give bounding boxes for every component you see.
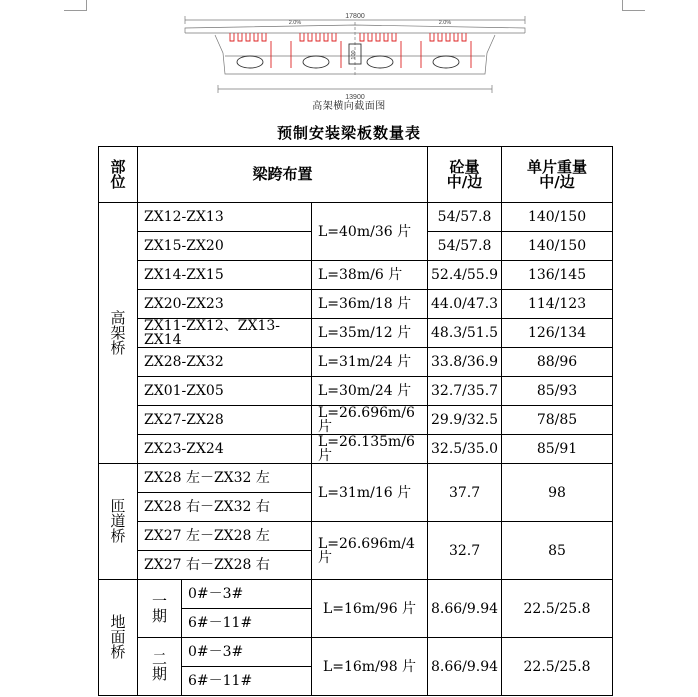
header-layout: 梁跨布置 — [138, 147, 428, 203]
header-section-char: 位 — [110, 172, 126, 191]
phase-label — [138, 580, 182, 638]
concrete-cell: 54/57.8 — [428, 232, 502, 261]
phase-label-char: 期 — [151, 606, 167, 625]
header-weight-line: 单片重量 — [527, 157, 588, 176]
phase-label-char: 期 — [151, 664, 167, 683]
bridge-cross-section-figure — [175, 8, 535, 108]
header-weight — [502, 147, 613, 203]
table-header-row — [99, 147, 613, 203]
table-row — [99, 406, 613, 435]
table-row — [99, 464, 613, 493]
group-label-ramp-bridge — [99, 464, 138, 580]
table-row — [99, 261, 613, 290]
spec-cell: L=38m/6 片 — [312, 261, 428, 290]
spec-cell: L=35m/12 片 — [312, 319, 428, 348]
span-cell: ZX20-ZX23 — [138, 290, 312, 319]
span-cell: ZX01-ZX05 — [138, 377, 312, 406]
table-row — [99, 435, 613, 464]
span-cell: ZX11-ZX12、ZX13-ZX14 — [138, 319, 312, 348]
beam-quantity-table — [98, 146, 613, 696]
weight-cell: 85 — [502, 522, 613, 580]
span-cell: ZX23-ZX24 — [138, 435, 312, 464]
spec-cell: L=16m/96 片 — [312, 580, 428, 638]
group-label-elevated-bridge — [99, 203, 138, 464]
header-concrete-line: 中/边 — [446, 172, 483, 191]
weight-cell: 136/145 — [502, 261, 613, 290]
header-section — [99, 147, 138, 203]
spec-cell: L=40m/36 片 — [312, 203, 428, 261]
group-label-char: 道 — [110, 512, 126, 530]
group-label-ground-bridge — [99, 580, 138, 696]
span-cell: ZX28 左－ZX32 左 — [138, 464, 312, 493]
span-cell: ZX28-ZX32 — [138, 348, 312, 377]
figure-caption: 高架横向截面图 — [312, 101, 386, 112]
spec-cell: L=26.696m/6 片 — [312, 406, 428, 435]
span-cell: ZX15-ZX20 — [138, 232, 312, 261]
table-row — [99, 319, 613, 348]
phase-label — [138, 638, 182, 696]
weight-cell: 126/134 — [502, 319, 613, 348]
spec-cell: L=26.135m/6 片 — [312, 435, 428, 464]
concrete-cell: 37.7 — [428, 464, 502, 522]
table-row — [99, 580, 613, 609]
spec-cell: L=16m/98 片 — [312, 638, 428, 696]
table-row — [99, 290, 613, 319]
header-section-char: 部 — [110, 157, 126, 176]
concrete-cell: 33.8/36.9 — [428, 348, 502, 377]
span-cell: ZX27-ZX28 — [138, 406, 312, 435]
dim-bottom-label: 13900 — [345, 94, 365, 101]
center-mark-label: 100 — [351, 50, 357, 60]
group-label-char: 匝 — [110, 497, 126, 515]
phase-label-char: 二 — [151, 649, 167, 668]
table-row — [99, 522, 613, 551]
slope-right-label: 2.0% — [438, 20, 452, 26]
header-weight-line: 中/边 — [539, 172, 575, 191]
group-label-char: 桥 — [110, 338, 126, 357]
concrete-cell: 32.7/35.7 — [428, 377, 502, 406]
concrete-cell: 8.66/9.94 — [428, 580, 502, 638]
weight-cell: 22.5/25.8 — [502, 580, 613, 638]
weight-cell: 22.5/25.8 — [502, 638, 613, 696]
corner-mark-top-right — [622, 0, 645, 11]
weight-cell: 140/150 — [502, 203, 613, 232]
weight-cell: 114/123 — [502, 290, 613, 319]
concrete-cell: 52.4/55.9 — [428, 261, 502, 290]
header-concrete-line: 砼量 — [449, 157, 480, 176]
table-row — [99, 203, 613, 232]
span-cell: ZX27 右－ZX28 右 — [138, 551, 312, 580]
spec-cell: L=26.696m/4 片 — [312, 522, 428, 580]
span-cell: ZX14-ZX15 — [138, 261, 312, 290]
concrete-cell: 32.7 — [428, 522, 502, 580]
pier-cell: 6#－11# — [182, 609, 312, 638]
group-label-char: 桥 — [110, 643, 126, 661]
table-title: 预制安装梁板数量表 — [276, 124, 421, 142]
group-label-char: 桥 — [110, 527, 126, 545]
weight-cell: 78/85 — [502, 406, 613, 435]
weight-cell: 98 — [502, 464, 613, 522]
group-label-char: 地 — [110, 613, 126, 631]
spec-cell: L=31m/24 片 — [312, 348, 428, 377]
table-row — [99, 638, 613, 667]
group-label-char: 架 — [110, 323, 126, 342]
span-cell: ZX28 右－ZX32 右 — [138, 493, 312, 522]
span-cell: ZX12-ZX13 — [138, 203, 312, 232]
corner-mark-top-left — [64, 0, 87, 11]
header-concrete — [428, 147, 502, 203]
concrete-cell: 48.3/51.5 — [428, 319, 502, 348]
spec-cell: L=36m/18 片 — [312, 290, 428, 319]
table-row — [99, 377, 613, 406]
dim-top-label: 17800 — [345, 13, 365, 20]
concrete-cell: 44.0/47.3 — [428, 290, 502, 319]
pier-cell: 6#－11# — [182, 667, 312, 696]
phase-label-char: 一 — [151, 591, 167, 610]
span-cell: ZX27 左－ZX28 左 — [138, 522, 312, 551]
weight-cell: 85/93 — [502, 377, 613, 406]
weight-cell: 88/96 — [502, 348, 613, 377]
slope-left-label: 2.0% — [288, 20, 302, 26]
spec-cell: L=30m/24 片 — [312, 377, 428, 406]
concrete-cell: 32.5/35.0 — [428, 435, 502, 464]
group-label-char: 面 — [110, 628, 126, 646]
weight-cell: 85/91 — [502, 435, 613, 464]
table-row — [99, 348, 613, 377]
spec-cell: L=31m/16 片 — [312, 464, 428, 522]
weight-cell: 140/150 — [502, 232, 613, 261]
pier-cell: 0#－3# — [182, 580, 312, 609]
concrete-cell: 29.9/32.5 — [428, 406, 502, 435]
group-label-char: 高 — [110, 308, 126, 327]
concrete-cell: 54/57.8 — [428, 203, 502, 232]
pier-cell: 0#－3# — [182, 638, 312, 667]
concrete-cell: 8.66/9.94 — [428, 638, 502, 696]
